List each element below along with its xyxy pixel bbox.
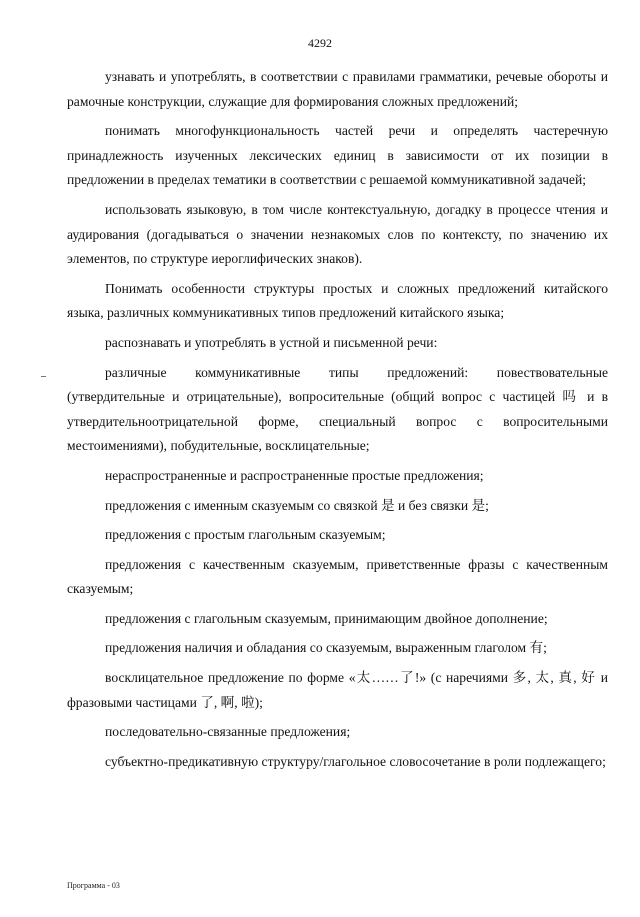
paragraph: последовательно-связанные предложения;	[105, 724, 351, 740]
footer-label: Программа - 03	[67, 881, 120, 890]
paragraph: нераспространенные и распространенные простые предложения;	[105, 467, 484, 483]
paragraph: предложения с именным сказуемым со связкой 是 и без связки 是;	[105, 497, 489, 513]
body-text	[67, 65, 608, 779]
page-number: 4292	[308, 36, 332, 50]
paragraph: предложения наличия и обладания со сказуемым, выраженным глаголом 有;	[105, 640, 547, 656]
paragraph: субъектно-предикативную структуру/глагольное словосочетание в роли подлежащего;	[105, 753, 606, 769]
paragraph: использовать языковую, в том числе контекстуальную, догадку в процессе чтения и аудирования (догадываться о значении незнакомых слов по контексту, по значению их элементов, по структуре иероглифических знаков).	[67, 201, 608, 267]
paragraph: различные коммуникативные типы предложений: повествовательные (утвердительные и отрицательные), вопросительные (общий вопрос с частицей 吗 и в утвердительноотрицательной форме, специальный вопрос с вопросительными местоимениями), побудительные, восклицательные;	[67, 364, 608, 454]
paragraph: узнавать и употреблять, в соответствии с правилами грамматики, речевые обороты и рамочные конструкции, служащие для формирования сложных предложений;	[67, 69, 608, 109]
paragraph: предложения с простым глагольным сказуемым;	[105, 527, 386, 543]
paragraph: распознавать и употреблять в устной и письменной речи:	[105, 334, 438, 350]
paragraph: понимать многофункциональность частей речи и определять частеречную принадлежность изученных лексических единиц в зависимости от их позиции в предложении в пределах тематики в соответствии с решаемой коммуникативной задачей;	[67, 123, 608, 188]
scan-mark	[41, 376, 46, 377]
paragraph: предложения с качественным сказуемым, приветственные фразы с качественным сказуемым;	[67, 556, 608, 597]
paragraph: предложения с глагольным сказуемым, принимающим двойное дополнение;	[105, 610, 548, 626]
paragraph: восклицательное предложение по форме «太……了!» (с наречиями 多, 太, 真, 好 и фразовыми частицами 了, 啊, 啦);	[67, 670, 608, 710]
paragraph: Понимать особенности структуры простых и сложных предложений китайского языка, различных коммуникативных типов предложений китайского языка;	[67, 280, 608, 321]
